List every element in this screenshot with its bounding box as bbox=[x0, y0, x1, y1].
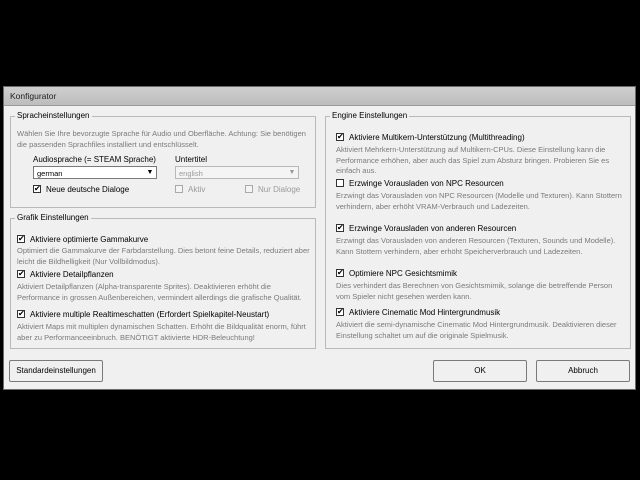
window-title: Konfigurator bbox=[10, 91, 57, 101]
new-dialogs-label: Neue deutsche Dialoge bbox=[46, 185, 130, 194]
other-preload-label: Erzwinge Vorausladen von anderen Resourcen bbox=[349, 224, 517, 233]
cancel-button[interactable]: Abbruch bbox=[536, 360, 630, 382]
active-checkbox[interactable] bbox=[175, 185, 183, 193]
shadows-description: Aktiviert Maps mit multiplen dynamischen Schatten. Erhöht die Bildqualität enorm, führt aber zu Performanceeinbruch. BENÖTIGT aktivierte HDR-Beleuchtung! bbox=[17, 322, 306, 342]
engine-group-title: Engine Einstellungen bbox=[332, 111, 408, 120]
active-label: Aktiv bbox=[188, 185, 206, 194]
detail-plants-checkbox[interactable]: ✔ bbox=[18, 269, 25, 278]
gamma-label: Aktiviere optimierte Gammakurve bbox=[30, 235, 149, 244]
language-group bbox=[10, 111, 316, 208]
title-bar bbox=[4, 87, 635, 106]
facial-anim-label: Optimiere NPC Gesichtsmimik bbox=[349, 269, 458, 278]
only-dialogs-label: Nur Dialoge bbox=[258, 185, 301, 194]
graphics-group bbox=[10, 213, 316, 349]
defaults-button[interactable]: Standardeinstellungen bbox=[9, 360, 103, 382]
language-group-title: Spracheinstellungen bbox=[17, 111, 90, 120]
music-description: Aktiviert die semi-dynamische Cinematic Mod Hintergrundmusik. Deaktivieren dieser Einstellung schaltet um auf die originale Spielmusik. bbox=[336, 320, 617, 340]
detail-plants-description: Aktiviert Detailpflanzen (Alpha-transparente Sprites). Deaktivieren erhöht die Performance in grossen Außenbereichen, vermindert allerdings die grafische Qualität. bbox=[17, 282, 302, 302]
chevron-down-icon: ▼ bbox=[146, 169, 154, 176]
graphics-group-title: Grafik Einstellungen bbox=[17, 213, 89, 222]
gamma-checkbox[interactable]: ✔ bbox=[18, 234, 25, 243]
subtitle-value: english bbox=[179, 168, 203, 178]
audio-language-value: german bbox=[37, 168, 63, 178]
multithreading-checkbox[interactable]: ✔ bbox=[337, 132, 344, 141]
language-description: Wählen Sie Ihre bevorzugte Sprache für Audio und Oberfläche. Achtung: Sie benötigen die passenden Sprachfiles installiert und entschlüsselt. bbox=[17, 129, 306, 149]
subtitle-select[interactable] bbox=[175, 166, 299, 179]
music-label: Aktiviere Cinematic Mod Hintergrundmusik bbox=[349, 308, 501, 317]
audio-language-label: Audiosprache (= STEAM Sprache) bbox=[33, 155, 156, 164]
subtitle-label: Untertitel bbox=[175, 155, 208, 164]
other-preload-description: Erzwingt das Vorausladen von anderen Resourcen (Texturen, Sounds und Modelle). Kann Stottern verhindern, aber erhöht Speicherverbrauch und Ladezeiten. bbox=[336, 236, 616, 256]
ok-button[interactable]: OK bbox=[433, 360, 527, 382]
shadows-label: Aktiviere multiple Realtimeschatten (Erfordert Spielkapitel-Neustart) bbox=[30, 310, 270, 319]
multithreading-description: Aktiviert Mehrkern-Unterstützung auf Multikern-CPUs. Diese Einstellung kann die Performance erhöhen, aber auch das Spiel zum Absturz bringen. Probieren Sie es einfach aus. bbox=[336, 145, 610, 175]
npc-preload-checkbox[interactable] bbox=[336, 179, 344, 187]
other-preload-checkbox[interactable]: ✔ bbox=[337, 223, 344, 232]
only-dialogs-checkbox[interactable] bbox=[245, 185, 253, 193]
chevron-down-icon: ▼ bbox=[288, 169, 296, 176]
music-checkbox[interactable]: ✔ bbox=[337, 307, 344, 316]
npc-preload-description: Erzwingt das Vorausladen von NPC Resourcen (Modelle und Texturen). Kann Stottern verhindern, aber erhöht VRAM-Verbrauch und Ladezeiten. bbox=[336, 191, 622, 211]
new-dialogs-checkbox[interactable]: ✔ bbox=[34, 184, 41, 193]
gamma-description: Optimiert die Gammakurve der Farbdarstellung. Dies betont feine Details, reduziert aber leicht die Bildhelligkeit (Nur Vollbildmodus). bbox=[17, 246, 310, 266]
detail-plants-label: Aktiviere Detailpflanzen bbox=[30, 270, 114, 279]
multithreading-label: Aktiviere Multikern-Unterstützung (Multithreading) bbox=[349, 133, 525, 142]
audio-language-select[interactable] bbox=[33, 166, 157, 179]
facial-anim-checkbox[interactable]: ✔ bbox=[337, 268, 344, 277]
shadows-checkbox[interactable]: ✔ bbox=[18, 309, 25, 318]
facial-anim-description: Dies verhindert das Berechnen von Gesichtsmimik, solange die betreffende Person vom Spieler nicht gesehen werden kann. bbox=[336, 281, 613, 301]
engine-group bbox=[325, 111, 631, 349]
configurator-window bbox=[3, 86, 636, 390]
npc-preload-label: Erzwinge Vorausladen von NPC Resourcen bbox=[349, 179, 504, 188]
